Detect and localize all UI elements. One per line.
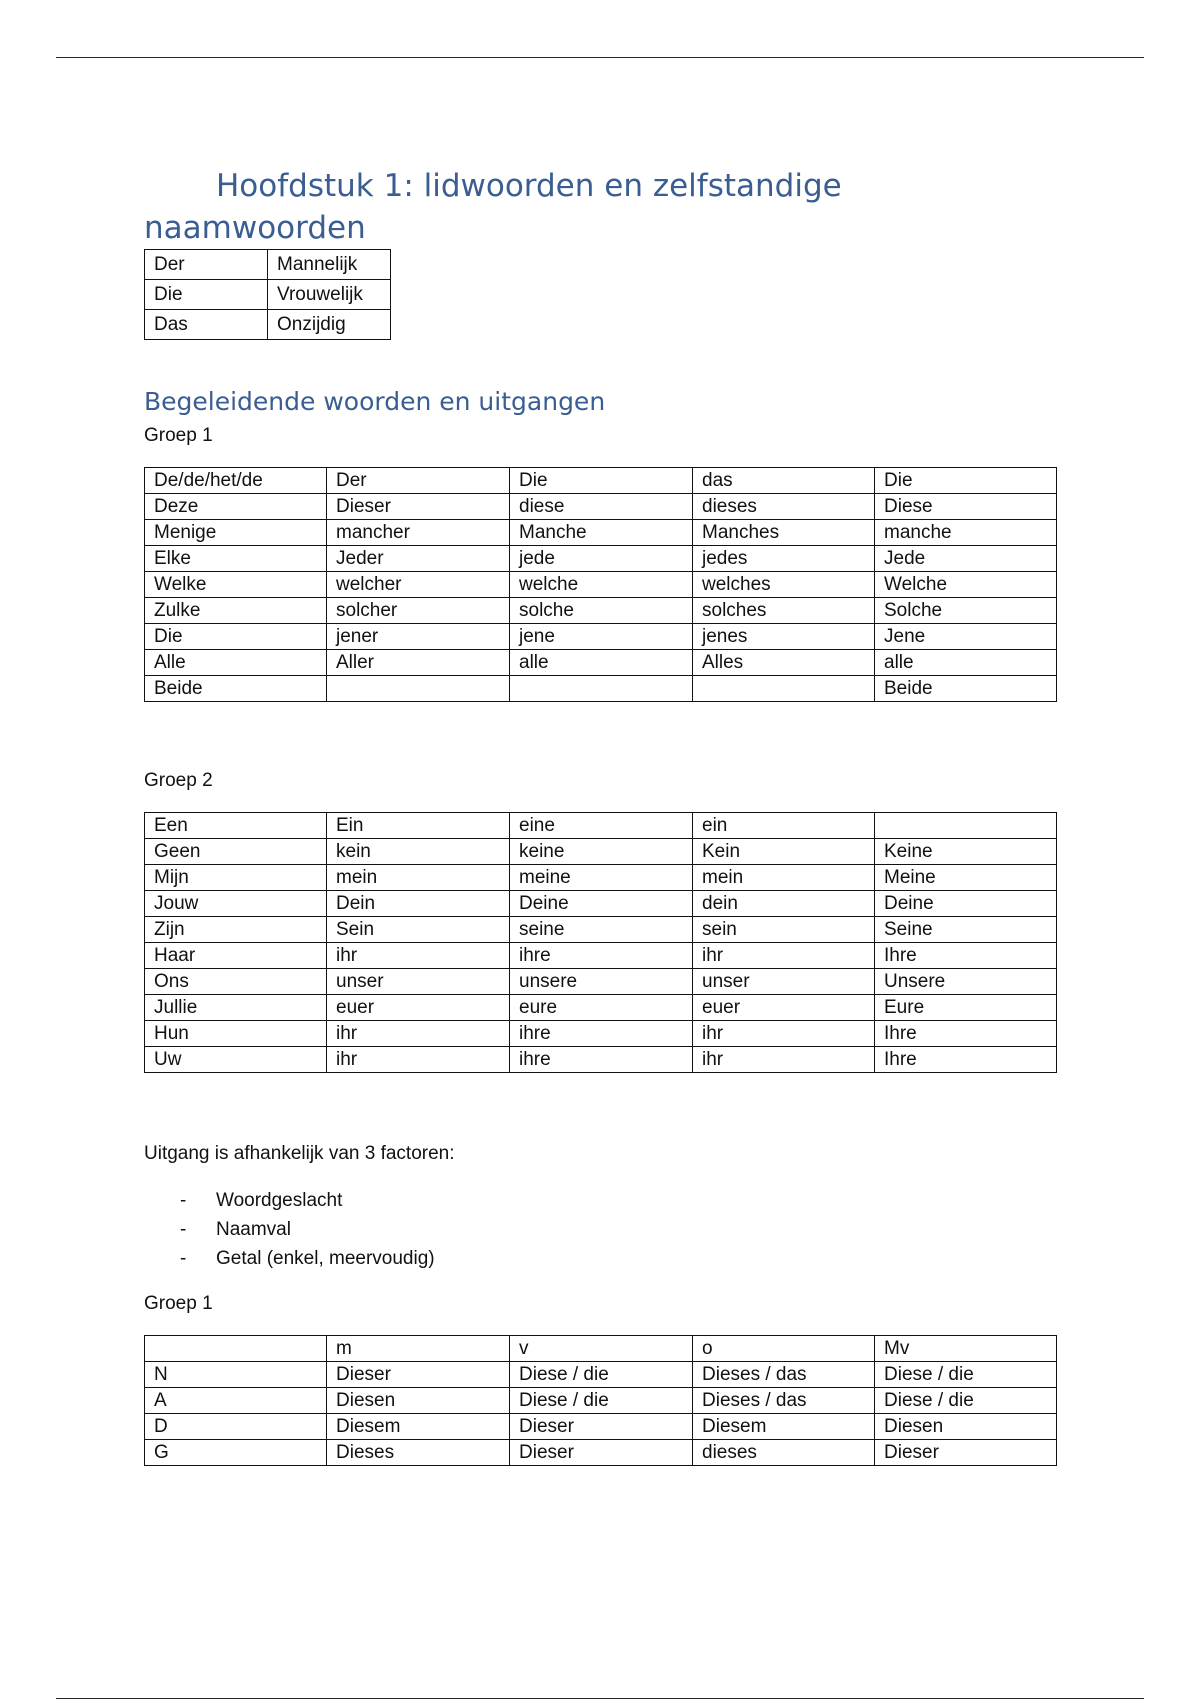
table-cell: jener (327, 624, 510, 650)
table-cell: mancher (327, 520, 510, 546)
table-cell (145, 1336, 327, 1362)
table-row (145, 969, 1057, 995)
table-cell: dieses (693, 1440, 875, 1466)
table-cell: N (145, 1362, 327, 1388)
table-cell: Die (875, 468, 1057, 494)
section-heading: Begeleidende woorden en uitgangen (144, 387, 606, 416)
table-cell: Sein (327, 917, 510, 943)
bullet-dash: - (180, 1190, 187, 1211)
table-row (145, 546, 1057, 572)
table-cell: Die (510, 468, 693, 494)
table-cell: Dein (327, 891, 510, 917)
factors-list (144, 1186, 435, 1273)
table-cell: solche (510, 598, 693, 624)
table-row (145, 676, 1057, 702)
table-row (145, 250, 391, 280)
table-cell: Jene (875, 624, 1057, 650)
table-row (145, 310, 391, 340)
groep2-label: Groep 2 (144, 770, 213, 791)
table-cell: Diese / die (875, 1388, 1057, 1414)
table-row (145, 1440, 1057, 1466)
table-cell: Ihre (875, 1047, 1057, 1073)
table-cell (327, 676, 510, 702)
table-cell: eure (510, 995, 693, 1021)
footer-rule (56, 1698, 1144, 1699)
table-cell: eine (510, 813, 693, 839)
table-row (145, 1362, 1057, 1388)
table-cell: Jullie (145, 995, 327, 1021)
table-cell: Jouw (145, 891, 327, 917)
table-cell (875, 813, 1057, 839)
table-cell: manche (875, 520, 1057, 546)
table-cell: Diese / die (510, 1388, 693, 1414)
table-cell: Beide (145, 676, 327, 702)
factor-text: Getal (enkel, meervoudig) (216, 1248, 435, 1269)
table-cell: Solche (875, 598, 1057, 624)
table-cell: Elke (145, 546, 327, 572)
table-cell: Die (145, 280, 268, 310)
table-cell: Uw (145, 1047, 327, 1073)
table-cell: Dieses (327, 1440, 510, 1466)
table-cell: ein (693, 813, 875, 839)
table-cell: Mv (875, 1336, 1057, 1362)
uitgang-text: Uitgang is afhankelijk van 3 factoren: (144, 1143, 455, 1164)
table-row (145, 995, 1057, 1021)
table-cell: jenes (693, 624, 875, 650)
table-cell: ihr (693, 1047, 875, 1073)
table-cell: unsere (510, 969, 693, 995)
table-cell: Alle (145, 650, 327, 676)
table-cell: Menige (145, 520, 327, 546)
table-cell: ihr (693, 1021, 875, 1047)
table-row (145, 943, 1057, 969)
table-row (145, 813, 1057, 839)
table-cell: Vrouwelijk (268, 280, 391, 310)
table-row (145, 572, 1057, 598)
groep2-table (144, 812, 1057, 1073)
table-cell: Mijn (145, 865, 327, 891)
table-cell: Diese / die (510, 1362, 693, 1388)
table-cell: Der (327, 468, 510, 494)
gender-table (144, 249, 391, 340)
bullet-dash: - (180, 1219, 187, 1240)
page-title: Hoofdstuk 1: lidwoorden en zelfstandige naamwoorden (144, 168, 842, 246)
factor-text: Woordgeslacht (216, 1190, 343, 1211)
table-cell: Ein (327, 813, 510, 839)
table-cell: A (145, 1388, 327, 1414)
table-cell (693, 676, 875, 702)
table-cell: Dieser (327, 494, 510, 520)
table-cell: euer (327, 995, 510, 1021)
table-cell: Diese / die (875, 1362, 1057, 1388)
table-cell: Deine (875, 891, 1057, 917)
table-cell: Das (145, 310, 268, 340)
table-cell: mein (327, 865, 510, 891)
table-cell: ihre (510, 943, 693, 969)
table-cell: ihr (327, 1021, 510, 1047)
table-cell: dieses (693, 494, 875, 520)
table-cell: Hun (145, 1021, 327, 1047)
table-cell: Die (145, 624, 327, 650)
table-cell: Een (145, 813, 327, 839)
table-row (145, 1021, 1057, 1047)
table-cell: Jeder (327, 546, 510, 572)
table-cell: Kein (693, 839, 875, 865)
table-cell: alle (875, 650, 1057, 676)
table-cell: solcher (327, 598, 510, 624)
table-row (145, 839, 1057, 865)
table-cell: meine (510, 865, 693, 891)
table-row (145, 1336, 1057, 1362)
table-cell: dein (693, 891, 875, 917)
table-cell: Dieser (510, 1414, 693, 1440)
table-cell: ihr (327, 943, 510, 969)
table-cell: Dieses / das (693, 1388, 875, 1414)
table-cell: Keine (875, 839, 1057, 865)
table-cell: Geen (145, 839, 327, 865)
table-cell: Welke (145, 572, 327, 598)
table-cell: Alles (693, 650, 875, 676)
table-cell: De/de/het/de (145, 468, 327, 494)
table-cell: Mannelijk (268, 250, 391, 280)
table-cell: keine (510, 839, 693, 865)
table-row (145, 1414, 1057, 1440)
table-cell: kein (327, 839, 510, 865)
table-cell: Aller (327, 650, 510, 676)
table-row (145, 624, 1057, 650)
table-cell: Diesen (875, 1414, 1057, 1440)
bullet-dash: - (180, 1248, 187, 1269)
table-row (145, 468, 1057, 494)
factor-text: Naamval (216, 1219, 291, 1240)
table-cell: diese (510, 494, 693, 520)
table-cell: das (693, 468, 875, 494)
table-cell: Beide (875, 676, 1057, 702)
table-cell: m (327, 1336, 510, 1362)
table-cell: Zijn (145, 917, 327, 943)
table-cell: ihr (693, 943, 875, 969)
table-row (145, 865, 1057, 891)
table-cell: Deine (510, 891, 693, 917)
table-cell: welche (510, 572, 693, 598)
table-cell: welcher (327, 572, 510, 598)
table-cell: D (145, 1414, 327, 1440)
table-cell: Dieser (510, 1440, 693, 1466)
table-cell: unser (693, 969, 875, 995)
table-row (145, 520, 1057, 546)
declension-table (144, 1335, 1057, 1466)
table-cell: Dieser (327, 1362, 510, 1388)
table-cell: Unsere (875, 969, 1057, 995)
table-cell: mein (693, 865, 875, 891)
table-cell: o (693, 1336, 875, 1362)
table-cell: Dieses / das (693, 1362, 875, 1388)
table-cell: jede (510, 546, 693, 572)
table-cell: Meine (875, 865, 1057, 891)
table-cell: solches (693, 598, 875, 624)
table-cell: unser (327, 969, 510, 995)
table-cell: sein (693, 917, 875, 943)
table-cell: ihr (327, 1047, 510, 1073)
list-item (144, 1186, 435, 1215)
table-row (145, 1388, 1057, 1414)
table-cell: Ihre (875, 943, 1057, 969)
list-item (144, 1215, 435, 1244)
header-rule (56, 57, 1144, 58)
table-cell (510, 676, 693, 702)
table-cell: jedes (693, 546, 875, 572)
table-cell: G (145, 1440, 327, 1466)
table-cell: Diesem (693, 1414, 875, 1440)
table-cell: v (510, 1336, 693, 1362)
table-cell: Dieser (875, 1440, 1057, 1466)
list-item (144, 1244, 435, 1273)
table-cell: Diesen (327, 1388, 510, 1414)
table-cell: ihre (510, 1021, 693, 1047)
table-row (145, 280, 391, 310)
table-cell: Der (145, 250, 268, 280)
table-cell: Seine (875, 917, 1057, 943)
table-cell: seine (510, 917, 693, 943)
table-cell: Manches (693, 520, 875, 546)
table-cell: Eure (875, 995, 1057, 1021)
table-cell: Haar (145, 943, 327, 969)
table-cell: ihre (510, 1047, 693, 1073)
table-cell: Ons (145, 969, 327, 995)
table-row (145, 891, 1057, 917)
table-cell: Zulke (145, 598, 327, 624)
table-cell: Diesem (327, 1414, 510, 1440)
table-cell: Deze (145, 494, 327, 520)
table-row (145, 494, 1057, 520)
table-cell: Onzijdig (268, 310, 391, 340)
table-cell: Welche (875, 572, 1057, 598)
table-cell: welches (693, 572, 875, 598)
table-cell: euer (693, 995, 875, 1021)
table-cell: Jede (875, 546, 1057, 572)
table-cell: jene (510, 624, 693, 650)
table-row (145, 598, 1057, 624)
groep1b-label: Groep 1 (144, 1293, 213, 1314)
table-row (145, 650, 1057, 676)
table-cell: Ihre (875, 1021, 1057, 1047)
groep1-table (144, 467, 1057, 702)
table-cell: Manche (510, 520, 693, 546)
table-cell: alle (510, 650, 693, 676)
table-row (145, 1047, 1057, 1073)
table-row (145, 917, 1057, 943)
table-cell: Diese (875, 494, 1057, 520)
groep1-label: Groep 1 (144, 425, 213, 446)
